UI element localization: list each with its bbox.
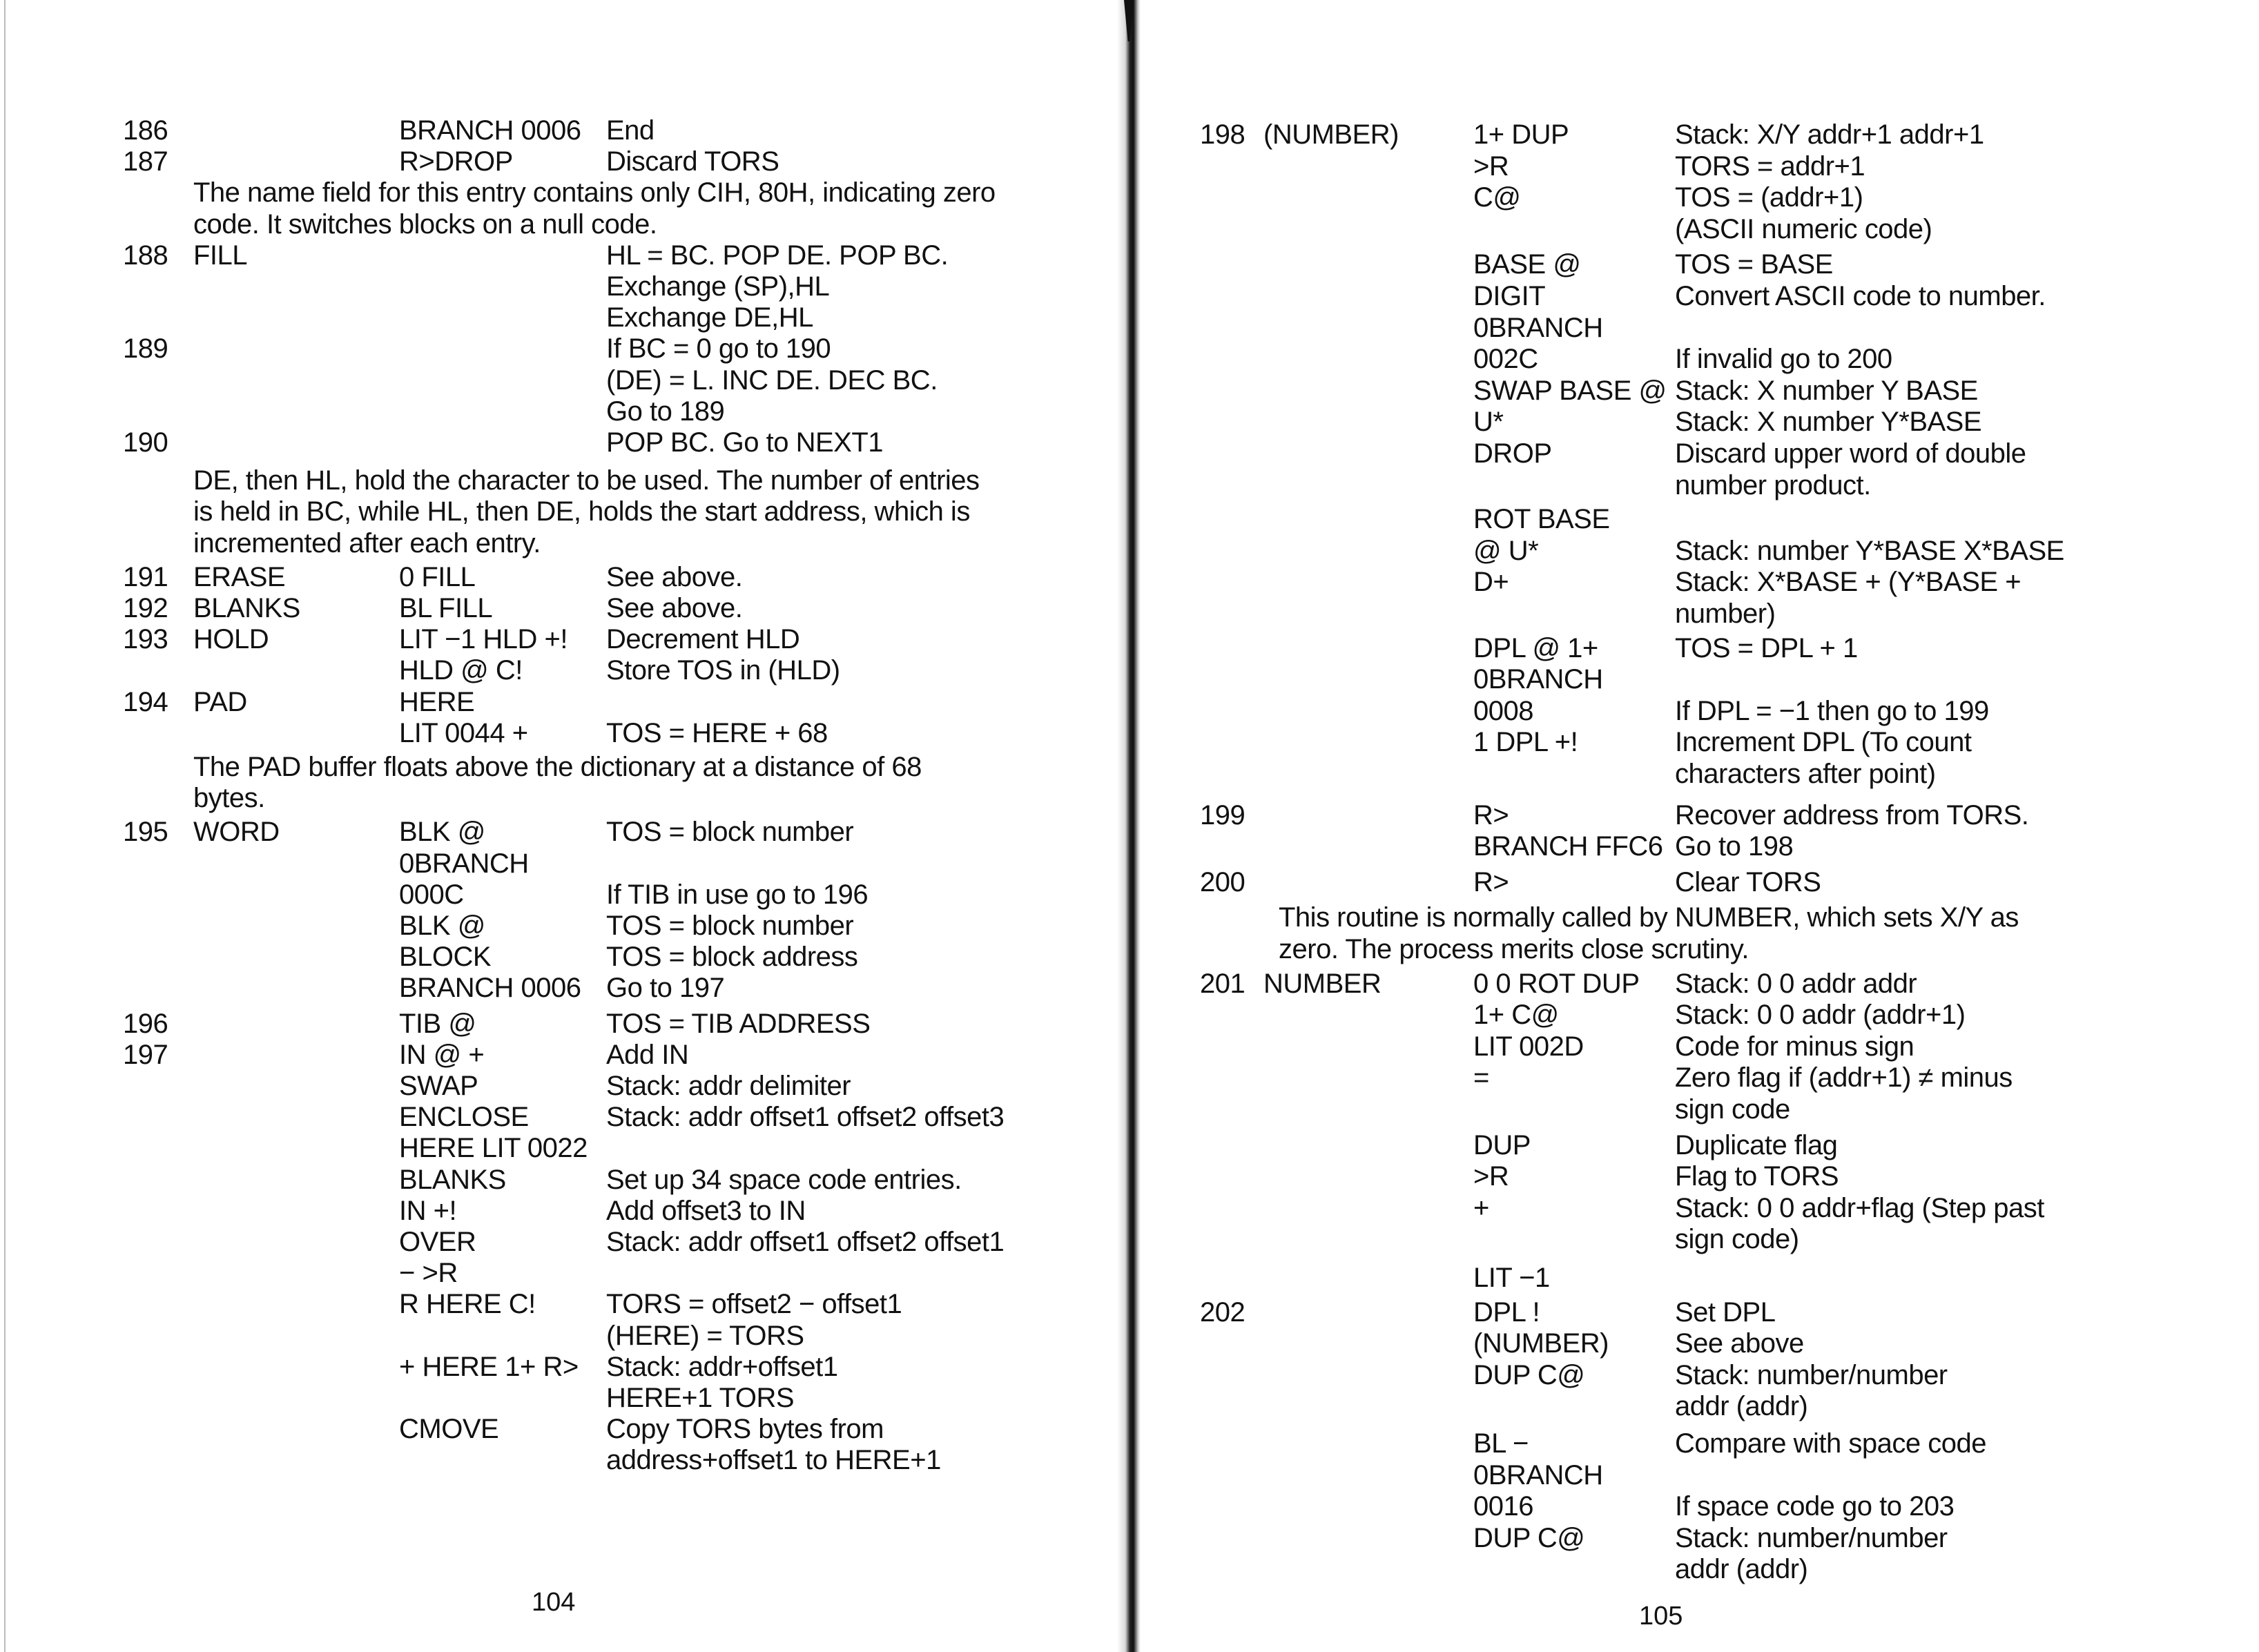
listing-code: (NUMBER) — [1473, 1328, 1609, 1359]
listing-name: HOLD — [193, 624, 269, 655]
listing-code: C@ — [1473, 182, 1521, 213]
listing-comment: Stack: 0 0 addr (addr+1) — [1675, 1000, 1966, 1031]
listing-num: 198 — [1200, 119, 1245, 150]
paragraph-line: code. It switches blocks on a null code. — [193, 208, 657, 240]
listing-code: SWAP — [399, 1071, 478, 1101]
listing-num: 193 — [123, 624, 168, 655]
listing-code: BLK @ — [399, 817, 485, 848]
left-page — [0, 0, 1118, 1652]
listing-comment: TORS = offset2 − offset1 — [606, 1289, 902, 1320]
page-number: 105 — [1639, 1602, 1683, 1631]
listing-comment: TOS = block number — [606, 817, 854, 848]
listing-code: 002C — [1473, 344, 1538, 375]
listing-code: BRANCH 0006 — [399, 973, 581, 1004]
listing-comment: HERE+1 TORS — [606, 1383, 795, 1413]
listing-num: 194 — [123, 686, 168, 717]
listing-code: TIB @ — [399, 1008, 476, 1039]
listing-code: BRANCH 0006 — [399, 115, 581, 146]
listing-comment: Stack: X number Y*BASE — [1675, 407, 1982, 438]
paragraph-line: DE, then HL, hold the character to be used. The number of entries — [193, 465, 980, 496]
listing-code: SWAP BASE @ — [1473, 375, 1667, 406]
paragraph-line: The name field for this entry contains only CIH, 80H, indicating zero — [193, 177, 996, 208]
listing-num: 188 — [123, 240, 168, 271]
listing-code: LIT 002D — [1473, 1031, 1584, 1062]
listing-comment: Set DPL — [1675, 1296, 1776, 1328]
listing-comment: (HERE) = TORS — [606, 1320, 804, 1351]
listing-name: FILL — [193, 240, 248, 271]
listing-comment: Duplicate flag — [1675, 1129, 1838, 1160]
listing-num: 186 — [123, 115, 168, 146]
listing-comment: HL = BC. POP DE. POP BC. — [606, 240, 949, 271]
listing-comment: See above. — [606, 561, 743, 592]
listing-code: U* — [1473, 407, 1504, 438]
listing-name: WORD — [193, 817, 280, 848]
listing-comment: number product. — [1675, 469, 1871, 501]
listing-code: HLD @ C! — [399, 655, 523, 686]
listing-comment: number) — [1675, 599, 1776, 629]
listing-code: @ U* — [1473, 535, 1539, 566]
listing-comment: Stack: addr offset1 offset2 offset3 — [606, 1102, 1005, 1133]
listing-comment: Code for minus sign — [1675, 1031, 1914, 1062]
listing-comment: Add offset3 to IN — [606, 1195, 806, 1226]
listing-code: LIT −1 HLD +! — [399, 624, 568, 655]
listing-comment: Stack: X*BASE + (Y*BASE + — [1675, 567, 2022, 598]
listing-comment: TOS = TIB ADDRESS — [606, 1008, 871, 1039]
listing-code: 0016 — [1473, 1491, 1533, 1522]
listing-name: PAD — [193, 686, 247, 717]
listing-code: LIT −1 — [1473, 1263, 1550, 1293]
listing-code: BASE @ — [1473, 249, 1581, 280]
listing-comment: Zero flag if (addr+1) ≠ minus — [1675, 1062, 2013, 1094]
listing-comment: TOS = BASE — [1675, 249, 1833, 280]
listing-code: DROP — [1473, 438, 1552, 469]
listing-comment: POP BC. Go to NEXT1 — [606, 427, 884, 458]
listing-comment: Stack: 0 0 addr+flag (Step past — [1675, 1192, 2044, 1223]
listing-code: DIGIT — [1473, 281, 1546, 311]
listing-name: ERASE — [193, 561, 286, 592]
listing-comment: Flag to TORS — [1675, 1161, 1839, 1192]
listing-num: 195 — [123, 817, 168, 848]
listing-code: 0BRANCH — [1473, 664, 1603, 695]
listing-code: >R — [1473, 1161, 1509, 1192]
listing-num: 190 — [123, 427, 168, 458]
listing-code: R> — [1473, 866, 1509, 897]
listing-code: D+ — [1473, 567, 1509, 598]
listing-code: DUP C@ — [1473, 1359, 1585, 1390]
listing-comment: Exchange DE,HL — [606, 302, 813, 333]
paragraph-line: incremented after each entry. — [193, 527, 541, 558]
book-gutter — [1117, 0, 1141, 1652]
listing-code: = — [1473, 1062, 1489, 1094]
listing-code: + — [1473, 1192, 1489, 1223]
listing-comment: TORS = addr+1 — [1675, 150, 1865, 182]
page-number: 104 — [532, 1588, 576, 1617]
listing-comment: (ASCII numeric code) — [1675, 213, 1932, 244]
listing-num: 192 — [123, 593, 168, 623]
listing-comment: Decrement HLD — [606, 624, 800, 655]
paragraph-line: zero. The process merits close scrutiny. — [1279, 934, 1749, 964]
listing-comment: Increment DPL (To count — [1675, 727, 1972, 758]
listing-num: 191 — [123, 561, 168, 592]
listing-comment: Compare with space code — [1675, 1428, 1986, 1459]
listing-code: BLOCK — [399, 942, 492, 973]
listing-code: LIT 0044 + — [399, 717, 528, 748]
listing-comment: Exchange (SP),HL — [606, 271, 830, 302]
listing-comment: If DPL = −1 then go to 199 — [1675, 695, 1989, 726]
listing-comment: (DE) = L. INC DE. DEC BC. — [606, 365, 938, 396]
listing-comment: sign code — [1675, 1094, 1790, 1125]
listing-code: CMOVE — [399, 1414, 499, 1445]
listing-num: 196 — [123, 1008, 168, 1039]
listing-comment: address+offset1 to HERE+1 — [606, 1445, 941, 1476]
listing-comment: Stack: addr delimiter — [606, 1071, 851, 1101]
listing-comment: Stack: number/number — [1675, 1522, 1948, 1553]
listing-code: R>DROP — [399, 146, 513, 177]
listing-comment: TOS = block address — [606, 942, 858, 973]
listing-code: OVER — [399, 1227, 476, 1257]
listing-comment: TOS = DPL + 1 — [1675, 632, 1858, 663]
listing-code: DPL ! — [1473, 1296, 1540, 1328]
listing-code: 1+ C@ — [1473, 1000, 1559, 1031]
listing-comment: Discard TORS — [606, 146, 779, 177]
listing-code: 1+ DUP — [1473, 119, 1569, 150]
right-page — [1141, 0, 2259, 1652]
listing-num: 197 — [123, 1039, 168, 1070]
listing-code: ENCLOSE — [399, 1102, 529, 1133]
listing-code: IN @ + — [399, 1039, 485, 1070]
listing-comment: Store TOS in (HLD) — [606, 655, 840, 686]
listing-name: NUMBER — [1263, 968, 1381, 999]
listing-comment: Stack: X number Y BASE — [1675, 375, 1978, 406]
paragraph-line: This routine is normally called by NUMBER, which sets X/Y as — [1279, 902, 2019, 933]
listing-comment: Go to 197 — [606, 973, 725, 1004]
listing-code: HERE — [399, 686, 475, 717]
listing-comment: End — [606, 115, 655, 146]
listing-comment: sign code) — [1675, 1224, 1799, 1255]
listing-comment: TOS = HERE + 68 — [606, 717, 828, 748]
listing-code: 1 DPL +! — [1473, 727, 1578, 758]
listing-comment: addr (addr) — [1675, 1554, 1808, 1585]
listing-comment: Stack: number Y*BASE X*BASE — [1675, 535, 2064, 566]
listing-code: 0 0 ROT DUP — [1473, 968, 1640, 999]
listing-code: 0BRANCH — [1473, 1459, 1603, 1490]
listing-code: 0008 — [1473, 695, 1533, 726]
listing-comment: See above. — [606, 593, 743, 623]
listing-comment: If space code go to 203 — [1675, 1491, 1955, 1522]
listing-code: DUP C@ — [1473, 1522, 1585, 1553]
listing-comment: Stack: addr offset1 offset2 offset1 — [606, 1227, 1005, 1257]
listing-code: >R — [1473, 150, 1509, 182]
listing-num: 187 — [123, 146, 168, 177]
listing-comment: TOS = block number — [606, 911, 854, 941]
paragraph-line: is held in BC, while HL, then DE, holds the start address, which is — [193, 496, 970, 527]
listing-code: ROT BASE — [1473, 504, 1610, 535]
listing-code: HERE LIT 0022 — [399, 1133, 588, 1164]
listing-name: BLANKS — [193, 593, 300, 623]
listing-comment: Stack: 0 0 addr addr — [1675, 968, 1917, 999]
listing-num: 201 — [1200, 968, 1245, 999]
listing-code: IN +! — [399, 1195, 457, 1226]
listing-comment: Convert ASCII code to number. — [1675, 281, 2046, 311]
listing-code: R HERE C! — [399, 1289, 536, 1320]
listing-code: + HERE 1+ R> — [399, 1351, 579, 1382]
listing-code: 0BRANCH — [399, 848, 529, 879]
listing-comment: Stack: X/Y addr+1 addr+1 — [1675, 119, 1984, 150]
listing-num: 199 — [1200, 799, 1245, 830]
listing-num: 189 — [123, 333, 168, 365]
listing-code: BRANCH FFC6 — [1473, 831, 1663, 862]
listing-comment: Discard upper word of double — [1675, 438, 2026, 469]
listing-comment: If TIB in use go to 196 — [606, 879, 869, 910]
listing-comment: addr (addr) — [1675, 1391, 1808, 1422]
listing-comment: Go to 189 — [606, 396, 725, 427]
listing-comment: Add IN — [606, 1039, 689, 1070]
listing-code: DUP — [1473, 1129, 1531, 1160]
listing-num: 200 — [1200, 866, 1245, 897]
listing-code: 000C — [399, 879, 464, 910]
listing-code: − >R — [399, 1258, 458, 1289]
listing-code: 0BRANCH — [1473, 312, 1603, 343]
listing-num: 202 — [1200, 1296, 1245, 1328]
listing-comment: If BC = 0 go to 190 — [606, 333, 831, 365]
listing-comment: TOS = (addr+1) — [1675, 182, 1863, 213]
listing-comment: Go to 198 — [1675, 831, 1794, 862]
listing-code: 0 FILL — [399, 561, 476, 592]
listing-name: (NUMBER) — [1263, 119, 1399, 150]
paragraph-line: bytes. — [193, 783, 265, 814]
paragraph-line: The PAD buffer floats above the dictionary at a distance of 68 — [193, 752, 922, 782]
listing-code: R> — [1473, 799, 1509, 830]
listing-comment: If invalid go to 200 — [1675, 344, 1892, 375]
listing-code: BLANKS — [399, 1164, 506, 1195]
listing-comment: characters after point) — [1675, 759, 1936, 789]
listing-code: BL FILL — [399, 593, 493, 623]
listing-comment: Recover address from TORS. — [1675, 799, 2029, 830]
listing-comment: See above — [1675, 1328, 1804, 1359]
listing-code: BLK @ — [399, 911, 485, 941]
listing-comment: Stack: number/number — [1675, 1359, 1948, 1390]
listing-code: DPL @ 1+ — [1473, 632, 1598, 663]
listing-comment: Copy TORS bytes from — [606, 1414, 884, 1445]
listing-comment: Set up 34 space code entries. — [606, 1164, 962, 1195]
listing-code: BL − — [1473, 1428, 1529, 1459]
listing-comment: Stack: addr+offset1 — [606, 1351, 838, 1382]
listing-comment: Clear TORS — [1675, 866, 1821, 897]
